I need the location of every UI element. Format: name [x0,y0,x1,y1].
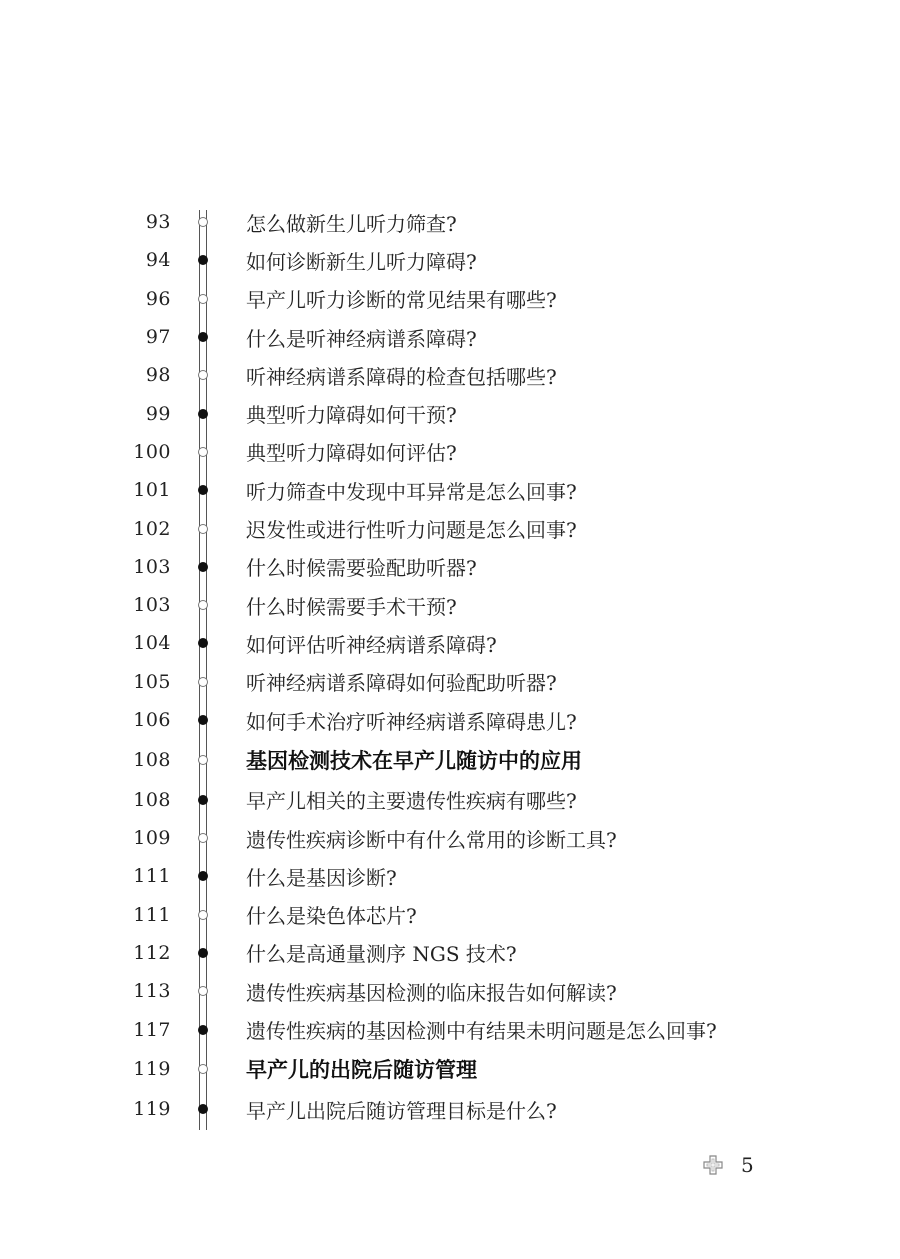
filled-bullet-icon [198,409,208,419]
toc-page-number: 119 [133,1058,171,1081]
filled-bullet-icon [198,332,208,342]
filled-bullet-icon [198,485,208,495]
toc-page-number: 109 [133,827,171,850]
page-footer [703,1152,754,1178]
toc-entry[interactable] [0,241,900,279]
hollow-bullet-icon [198,447,208,457]
toc-entry-title: 如何诊断新生儿听力障碍? [246,249,477,274]
toc-page-number: 102 [133,517,171,540]
toc-page-number: 105 [133,670,171,693]
toc-entry-title: 迟发性或进行性听力问题是怎么回事? [246,518,577,543]
toc-page-number: 106 [133,709,171,731]
hollow-bullet-icon [198,370,208,380]
toc-entry[interactable] [0,781,900,819]
toc-page-number: 108 [133,748,171,771]
toc-entry[interactable] [0,433,900,471]
toc-entry[interactable] [0,663,900,701]
toc-entry[interactable] [0,1090,900,1128]
filled-bullet-icon [198,1104,208,1114]
toc-entry[interactable] [0,203,900,241]
toc-entry-title: 早产儿相关的主要遗传性疾病有哪些? [246,789,577,814]
hollow-bullet-icon [198,755,208,765]
toc-page-number: 119 [133,1098,171,1121]
toc-page-number: 112 [133,941,171,964]
toc-section-title: 早产儿的出院后随访管理 [246,1058,477,1083]
toc-entry-title: 如何评估听神经病谱系障碍? [246,632,497,657]
hollow-bullet-icon [198,677,208,687]
toc-entry-title: 什么是听神经病谱系障碍? [246,326,477,351]
toc-entry[interactable] [0,471,900,509]
toc-page-number: 108 [133,788,171,811]
toc-entry[interactable] [0,1010,900,1048]
toc-entry-title: 怎么做新生儿听力筛查? [246,211,457,236]
hollow-bullet-icon [198,217,208,227]
toc-entry[interactable] [0,394,900,432]
hollow-bullet-icon [198,294,208,304]
toc-page-number: 117 [133,1018,171,1041]
toc-entry[interactable] [0,509,900,547]
toc-page-number: 99 [145,402,171,425]
toc-page-number: 103 [133,594,171,617]
toc-entry-title: 什么是染色体芯片? [246,904,417,929]
toc-entry-title: 早产儿出院后随访管理目标是什么? [246,1098,557,1123]
toc-page-number: 113 [133,980,171,1003]
toc-entry-title: 什么是基因诊断? [246,865,397,890]
toc-page-number: 104 [133,632,171,655]
toc-entry-title: 什么是高通量测序 NGS 技术? [246,942,517,967]
toc-entry-title: 早产儿听力诊断的常见结果有哪些? [246,288,557,313]
toc-entry[interactable] [0,548,900,586]
toc-page-number: 97 [145,326,171,349]
toc-entry-title: 遗传性疾病诊断中有什么常用的诊断工具? [246,827,617,852]
hollow-bullet-icon [198,986,208,996]
toc-page-number: 111 [133,865,171,888]
toc-entry[interactable] [0,280,900,318]
toc-entry[interactable] [0,934,900,972]
toc-entry-title: 典型听力障碍如何评估? [246,441,457,466]
toc-entry[interactable] [0,857,900,895]
toc-entry-title: 遗传性疾病基因检测的临床报告如何解读? [246,980,617,1005]
toc-page-number: 94 [145,249,171,272]
filled-bullet-icon [198,562,208,572]
filled-bullet-icon [198,948,208,958]
toc-page-number: 93 [145,211,171,234]
toc-entry-title: 听力筛查中发现中耳异常是怎么回事? [246,479,577,504]
toc-entry[interactable] [0,972,900,1010]
filled-bullet-icon [198,795,208,805]
toc-page-number: 111 [133,903,171,926]
toc-section-title: 基因检测技术在早产儿随访中的应用 [246,748,582,773]
hollow-bullet-icon [198,600,208,610]
toc-entry[interactable] [0,819,900,857]
hollow-bullet-icon [198,833,208,843]
toc-entry-title: 遗传性疾病的基因检测中有结果未明问题是怎么回事? [246,1019,717,1044]
toc-entry[interactable] [0,586,900,624]
toc-entry-title: 如何手术治疗听神经病谱系障碍患儿? [246,709,577,734]
toc-entry-title: 典型听力障碍如何干预? [246,403,457,428]
toc-entry-title: 听神经病谱系障碍如何验配助听器? [246,671,557,696]
filled-bullet-icon [198,255,208,265]
toc-page-number: 96 [145,287,171,310]
toc-entry[interactable] [0,624,900,662]
toc-page-number: 100 [133,440,171,463]
medical-cross-icon [703,1155,723,1175]
hollow-bullet-icon [198,524,208,534]
toc-entry[interactable] [0,318,900,356]
hollow-bullet-icon [198,910,208,920]
filled-bullet-icon [198,871,208,881]
page-number: 5 [741,1153,754,1177]
toc-entry-title: 听神经病谱系障碍的检查包括哪些? [246,364,557,389]
table-of-contents [0,203,900,1129]
toc-entry[interactable] [0,701,900,739]
toc-page-number: 103 [133,555,171,578]
toc-entry-title: 什么时候需要验配助听器? [246,556,477,581]
filled-bullet-icon [198,638,208,648]
toc-page-number: 101 [133,479,171,502]
filled-bullet-icon [198,715,208,725]
toc-entry[interactable] [0,356,900,394]
toc-section-heading[interactable] [0,739,900,781]
toc-entry-title: 什么时候需要手术干预? [246,594,457,619]
toc-page-number: 98 [145,364,171,387]
toc-entry[interactable] [0,896,900,934]
toc-section-heading[interactable] [0,1049,900,1091]
filled-bullet-icon [198,1025,208,1035]
hollow-bullet-icon [198,1064,208,1074]
